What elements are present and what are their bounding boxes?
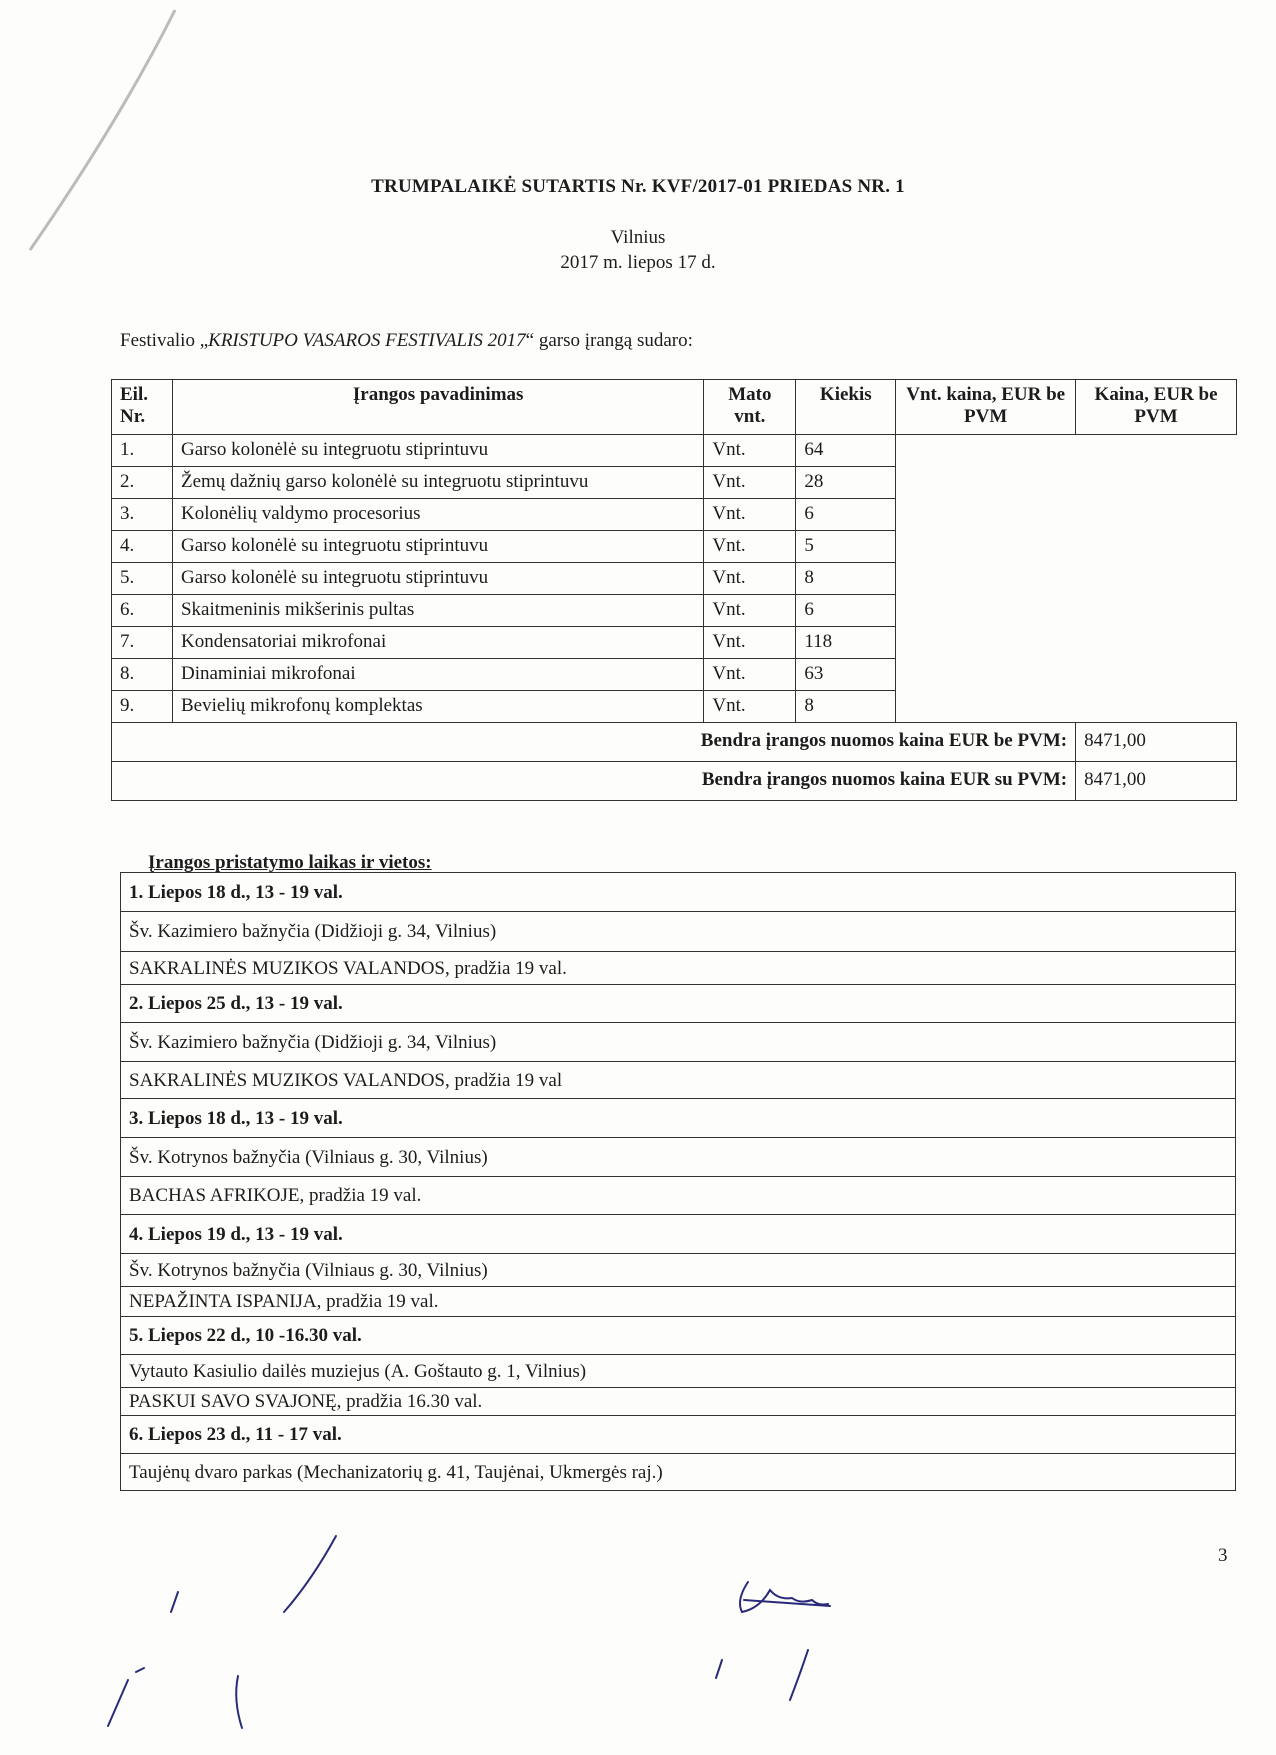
delivery-detail-row: Taujėnų dvaro parkas (Mechanizatorių g. 41, Taujėnai, Ukmergės raj.)	[120, 1453, 1236, 1491]
equipment-cell-unit: Vnt.	[704, 499, 796, 531]
equipment-cell-name: Garso kolonėlė su integruotu stiprintuvu	[172, 563, 703, 595]
equipment-cell-name: Kondensatoriai mikrofonai	[172, 627, 703, 659]
delivery-date-row: 6. Liepos 23 d., 11 - 17 val.	[120, 1415, 1236, 1453]
equipment-cell-unit: Vnt.	[704, 435, 796, 467]
equipment-cell-unit: Vnt.	[704, 563, 796, 595]
delivery-date-row: 5. Liepos 22 d., 10 -16.30 val.	[120, 1316, 1236, 1354]
equipment-cell-no: 1.	[112, 435, 173, 467]
equipment-cell-name: Bevielių mikrofonų komplektas	[172, 691, 703, 723]
equipment-cell-qty: 5	[796, 531, 896, 563]
total-label: Bendra įrangos nuomos kaina EUR su PVM:	[112, 762, 1076, 801]
total-label: Bendra įrangos nuomos kaina EUR be PVM:	[112, 723, 1076, 762]
delivery-heading: Įrangos pristatymo laikas ir vietos:	[148, 852, 432, 873]
page-number: 3	[1218, 1545, 1228, 1566]
total-value: 8471,00	[1076, 762, 1237, 801]
document-city: Vilnius	[610, 227, 666, 248]
equipment-cell-name: Garso kolonėlė su integruotu stiprintuvu	[172, 435, 703, 467]
intro-prefix: Festivalio „	[120, 330, 209, 351]
delivery-date-row: 1. Liepos 18 d., 13 - 19 val.	[120, 872, 1236, 911]
equipment-cell-no: 7.	[112, 627, 173, 659]
equipment-cell-no: 5.	[112, 563, 173, 595]
equipment-cell-name: Dinaminiai mikrofonai	[172, 659, 703, 691]
delivery-detail-row: Šv. Kazimiero bažnyčia (Didžioji g. 34, Vilnius)	[120, 911, 1236, 951]
equipment-cell-unit: Vnt.	[704, 595, 796, 627]
equipment-cell-name: Skaitmeninis mikšerinis pultas	[172, 595, 703, 627]
equipment-cell-no: 2.	[112, 467, 173, 499]
delivery-detail-row: SAKRALINĖS MUZIKOS VALANDOS, pradžia 19 val.	[120, 951, 1236, 984]
equipment-cell-no: 6.	[112, 595, 173, 627]
equipment-cell-qty: 28	[796, 467, 896, 499]
col-header: Kiekis	[796, 380, 896, 435]
equipment-cell-unit: Vnt.	[704, 467, 796, 499]
delivery-detail-row: Šv. Kotrynos bažnyčia (Vilniaus g. 30, Vilnius)	[120, 1253, 1236, 1286]
equipment-cell-no: 3.	[112, 499, 173, 531]
delivery-date-row: 3. Liepos 18 d., 13 - 19 val.	[120, 1098, 1236, 1137]
delivery-date-row: 4. Liepos 19 d., 13 - 19 val.	[120, 1214, 1236, 1253]
delivery-detail-row: SAKRALINĖS MUZIKOS VALANDOS, pradžia 19 val	[120, 1061, 1236, 1098]
equipment-cell-name: Garso kolonėlė su integruotu stiprintuvu	[172, 531, 703, 563]
col-header: Mato vnt.	[704, 380, 796, 435]
delivery-detail-row: PASKUI SAVO SVAJONĘ, pradžia 16.30 val.	[120, 1387, 1236, 1415]
equipment-cell-qty: 8	[796, 691, 896, 723]
equipment-cell-unit: Vnt.	[704, 627, 796, 659]
col-header: Eil. Nr.	[112, 380, 173, 435]
equipment-cell-qty: 6	[796, 595, 896, 627]
equipment-cell-qty: 63	[796, 659, 896, 691]
delivery-detail-row: NEPAŽINTA ISPANIJA, pradžia 19 val.	[120, 1286, 1236, 1316]
delivery-detail-row: Šv. Kazimiero bažnyčia (Didžioji g. 34, Vilnius)	[120, 1022, 1236, 1061]
col-header: Įrangos pavadinimas	[172, 380, 703, 435]
equipment-cell-qty: 8	[796, 563, 896, 595]
total-value: 8471,00	[1076, 723, 1237, 762]
equipment-cell-no: 9.	[112, 691, 173, 723]
equipment-cell-qty: 64	[796, 435, 896, 467]
equipment-cell-name: Žemų dažnių garso kolonėlė su integruotu stiprintuvu	[172, 467, 703, 499]
col-header: Kaina, EUR be PVM	[1076, 380, 1237, 435]
equipment-cell-qty: 118	[796, 627, 896, 659]
document-title: TRUMPALAIKĖ SUTARTIS Nr. KVF/2017-01 PRIEDAS NR. 1	[371, 176, 905, 197]
col-header: Vnt. kaina, EUR be PVM	[896, 380, 1076, 435]
delivery-detail-row: BACHAS AFRIKOJE, pradžia 19 val.	[120, 1176, 1236, 1214]
delivery-detail-row: Šv. Kotrynos bažnyčia (Vilniaus g. 30, Vilnius)	[120, 1137, 1236, 1176]
delivery-date-row: 2. Liepos 25 d., 13 - 19 val.	[120, 984, 1236, 1022]
equipment-cell-unit: Vnt.	[704, 691, 796, 723]
document-date: 2017 m. liepos 17 d.	[560, 252, 716, 273]
equipment-cell-unit: Vnt.	[704, 659, 796, 691]
equipment-cell-no: 4.	[112, 531, 173, 563]
delivery-detail-row: Vytauto Kasiulio dailės muziejus (A. Goštauto g. 1, Vilnius)	[120, 1354, 1236, 1387]
equipment-cell-no: 8.	[112, 659, 173, 691]
festival-name: KRISTUPO VASAROS FESTIVALIS 2017	[208, 330, 526, 351]
equipment-cell-name: Kolonėlių valdymo procesorius	[172, 499, 703, 531]
equipment-cell-unit: Vnt.	[704, 531, 796, 563]
equipment-cell-qty: 6	[796, 499, 896, 531]
intro-suffix: “ garso įrangą sudaro:	[525, 330, 693, 351]
